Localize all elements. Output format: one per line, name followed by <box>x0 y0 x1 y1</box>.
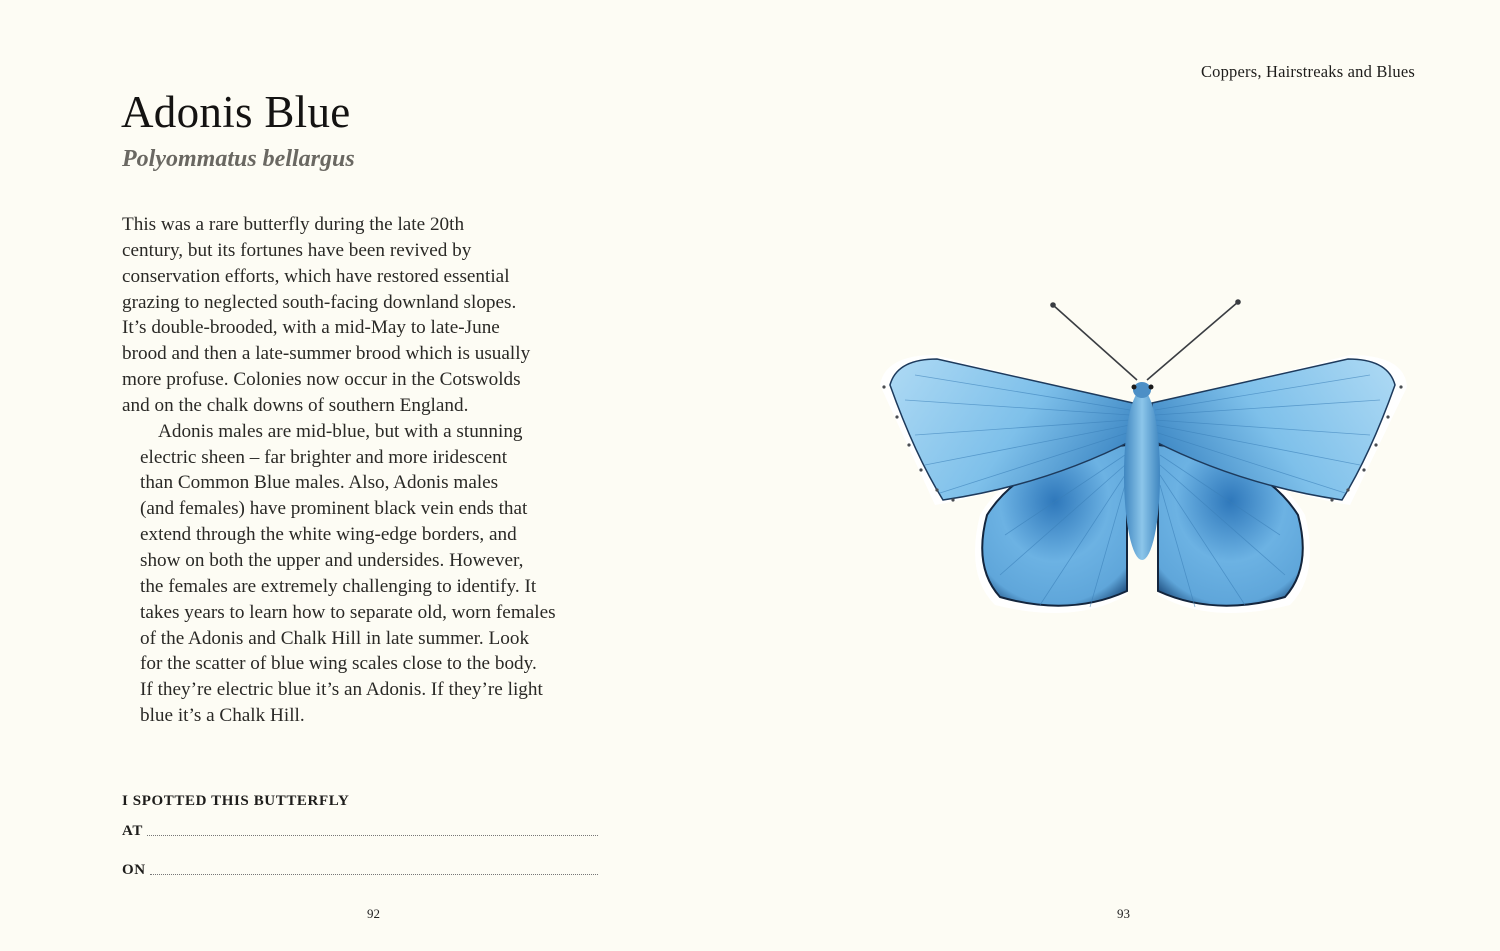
text-line: This was a rare butterfly during the late 20th <box>122 214 465 235</box>
text-line: takes years to learn how to separate old, worn females <box>140 601 556 623</box>
on-label: ON <box>122 862 146 878</box>
text-line: extend through the white wing-edge borders, and <box>140 524 517 546</box>
text-line: than Common Blue males. Also, Adonis males <box>140 472 499 494</box>
scientific-name: Polyommatus bellargus <box>122 146 355 172</box>
paragraph-1 <box>122 212 607 419</box>
text-line: (and females) have prominent black vein ends that <box>140 498 528 520</box>
butterfly-illustration <box>875 295 1410 625</box>
text-line: grazing to neglected south-facing downland slopes. <box>122 291 517 313</box>
spotted-at-row <box>122 819 598 839</box>
text-line: blue it’s a Chalk Hill. <box>140 705 305 727</box>
text-line: more profuse. Colonies now occur in the Cotswolds <box>122 369 521 391</box>
text-line: Adonis males are mid-blue, but with a stunning <box>158 420 523 442</box>
chapter-running-head: Coppers, Hairstreaks and Blues <box>1200 62 1415 81</box>
species-title: Adonis Blue <box>121 87 351 137</box>
butterfly-body <box>1124 390 1160 560</box>
species-description <box>122 212 607 729</box>
text-line: of the Adonis and Chalk Hill in late summer. Look <box>140 627 530 649</box>
spotted-at-field[interactable] <box>147 821 598 836</box>
spotted-heading: I SPOTTED THIS BUTTERFLY <box>122 793 350 809</box>
antennae <box>1051 300 1240 380</box>
spotted-record-form <box>122 793 598 878</box>
text-line: brood and then a late-summer brood which is usually <box>122 343 531 365</box>
text-line: century, but its fortunes have been revived by <box>122 239 472 261</box>
text-line: electric sheen – far brighter and more iridescent <box>140 446 508 468</box>
page-number: 93 <box>1117 906 1130 921</box>
right-page <box>750 0 1500 951</box>
spotted-on-row <box>122 858 598 878</box>
spotted-on-field[interactable] <box>150 860 598 875</box>
text-line: show on both the upper and undersides. However, <box>140 549 524 571</box>
text-line: the females are extremely challenging to identify. It <box>140 575 537 597</box>
text-line: conservation efforts, which have restored essential <box>122 265 510 287</box>
text-line: for the scatter of blue wing scales close to the body. <box>140 653 537 675</box>
text-line: and on the chalk downs of southern England. <box>122 394 469 416</box>
text-line: It’s double-brooded, with a mid-May to late-June <box>122 317 500 339</box>
page-number: 92 <box>367 906 380 921</box>
paragraph-2 <box>122 419 607 729</box>
at-label: AT <box>122 823 143 839</box>
text-line: If they’re electric blue it’s an Adonis. If they’re light <box>140 679 543 701</box>
